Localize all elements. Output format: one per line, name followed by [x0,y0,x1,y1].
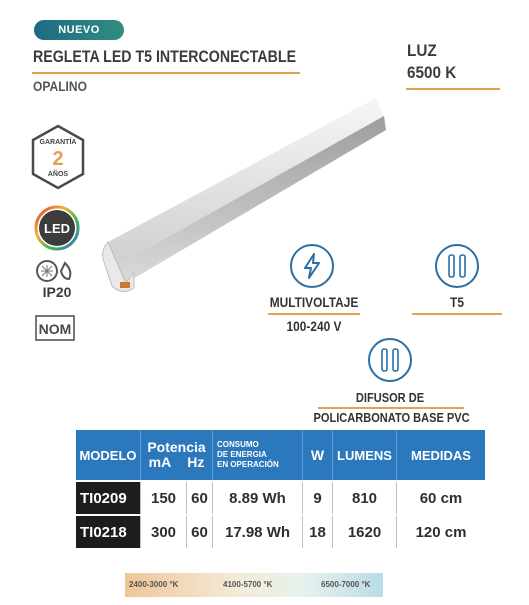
header-medidas: MEDIDAS [411,447,471,463]
spec-table [76,430,485,548]
product-title: REGLETA LED T5 INTERCONECTABLE [33,48,297,66]
color-temperature-scale [125,573,383,597]
cell-lumens: 810 [333,482,397,514]
header-w: W [303,430,333,480]
cell-lumens: 1620 [333,516,397,548]
temp-cool: 6500-7000 °K [321,580,371,589]
temp-neutral: 4100-5700 °K [223,580,273,589]
nom-label: NOM [38,321,72,337]
cell-w: 18 [303,516,333,548]
luz-value: 6500 K [407,63,457,82]
led-tube-image [100,90,400,310]
t5-underline [412,313,502,315]
warranty-badge-icon [30,124,86,190]
warranty-label: GARANTÍA [39,139,77,146]
header-lumens: LUMENS [333,430,397,480]
ip20-badge-icon [33,257,81,301]
ip-label: IP20 [42,284,72,300]
header-modelo: MODELO [76,430,141,480]
luz-label: LUZ [407,41,437,60]
luz-underline [406,88,500,90]
header-consumo-line1: CONSUMO [217,440,259,449]
header-ma: mA [148,454,172,470]
header-potencia-label: Potencia [147,439,206,455]
cell-modelo: TI0209 [76,482,141,514]
lightning-icon [301,253,323,279]
table-header [76,430,485,480]
cell-ma: 300 [141,516,187,548]
cell-hz: 60 [187,516,213,548]
difusor-icon [368,338,412,382]
multivoltaje-label: MULTIVOLTAJE [269,294,359,310]
cell-w: 9 [303,482,333,514]
t5-label: T5 [450,294,464,310]
cell-hz: 60 [187,482,213,514]
product-subtitle: OPALINO [33,78,87,94]
table-row [76,514,485,548]
title-underline [32,72,300,74]
cell-modelo: TI0218 [76,516,141,548]
header-potencia-units [149,455,205,470]
multivoltaje-icon [290,244,334,288]
header-consumo-line3: EN OPERACIÓN [217,460,279,469]
difusor-underline [318,407,464,409]
temp-warm: 2400-3000 °K [129,580,179,589]
warranty-unit: AÑOS [47,171,69,178]
header-hz: Hz [187,454,205,470]
light-temperature [407,40,456,84]
t5-icon [435,244,479,288]
warranty-years: 2 [52,148,64,170]
header-potencia [141,430,213,480]
table-row [76,480,485,514]
cell-consumo: 8.89 Wh [213,482,303,514]
multivoltaje-underline [268,313,360,315]
difusor-line1: DIFUSOR DE [355,390,425,405]
multivoltaje-value: 100-240 V [286,318,342,334]
led-badge-icon [34,205,80,251]
cell-medidas: 120 cm [415,523,467,541]
header-consumo-line2: DE ENERGIA [217,450,267,459]
header-consumo [213,430,303,480]
cell-consumo: 17.98 Wh [213,516,303,548]
led-label: LED [44,221,70,236]
nom-badge-icon [35,314,75,342]
cell-medidas: 60 cm [419,489,463,507]
difusor-line2: POLICARBONATO BASE PVC [313,410,470,425]
double-tube-icon [378,346,402,374]
nuevo-badge: NUEVO [34,20,124,40]
cell-ma: 150 [141,482,187,514]
double-tube-icon [445,252,469,280]
